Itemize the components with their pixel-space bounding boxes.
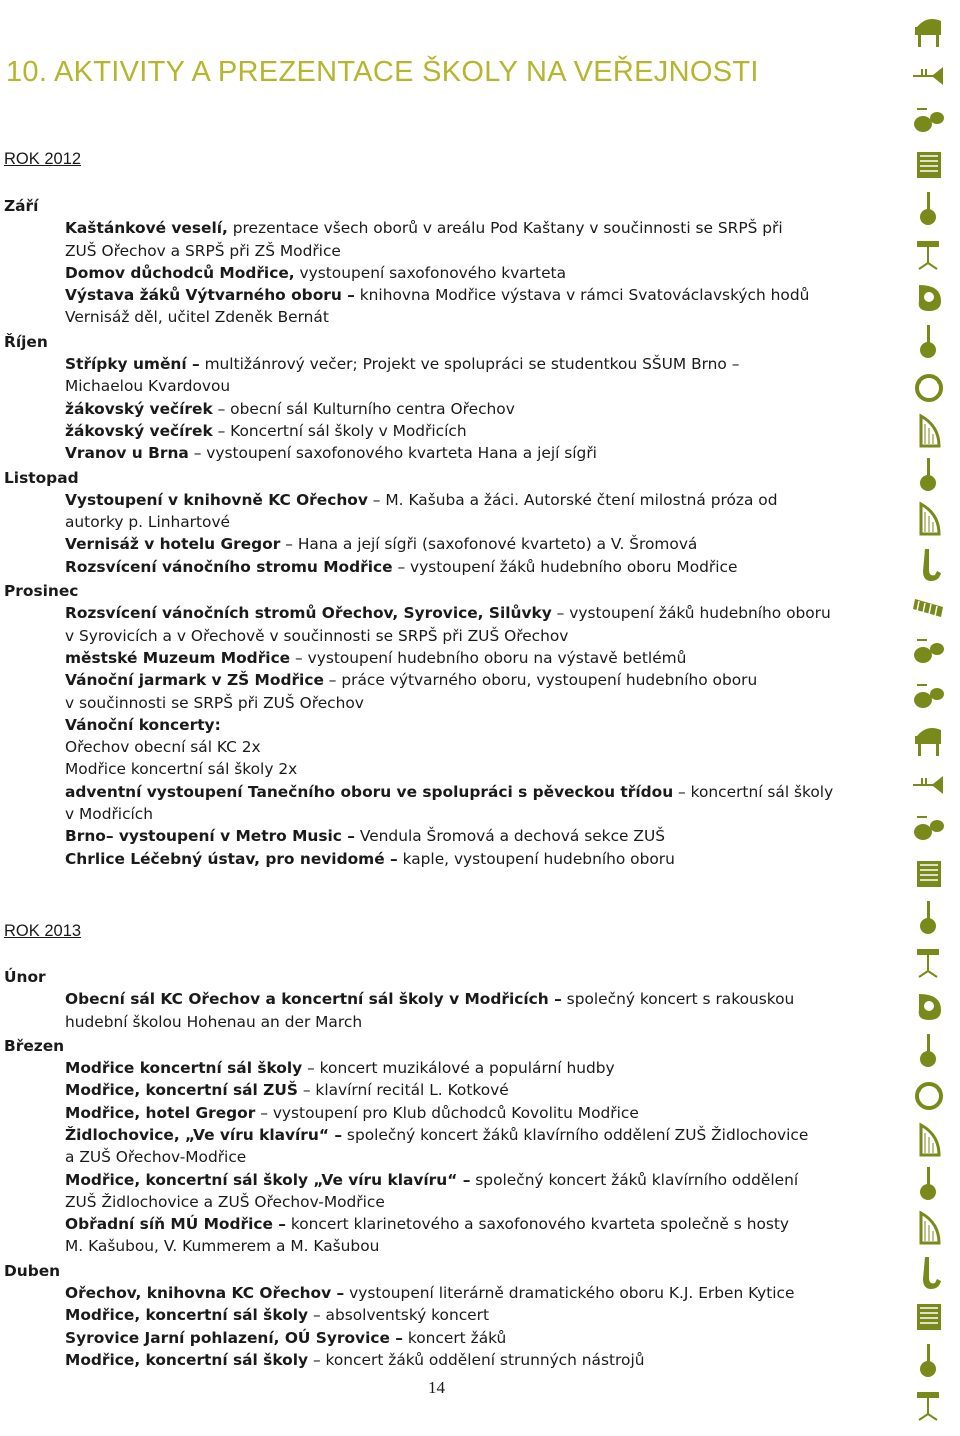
- year-2012-section: [4, 195, 884, 870]
- xylophone-icon: [910, 586, 948, 630]
- event-line: [4, 353, 884, 375]
- event-detail: – vystoupení pro Klub důchodců Kovolitu Modřice: [255, 1103, 639, 1122]
- tambourine-icon: [910, 364, 948, 408]
- event-line: [4, 262, 884, 284]
- event-detail: prezentace všech oborů v areálu Pod Kaštany v součinnosti se SRPŠ při: [227, 219, 783, 238]
- event-line: [4, 1191, 884, 1213]
- event-line: [4, 692, 884, 714]
- guitar-icon: [910, 896, 948, 940]
- accordion-icon: [910, 143, 948, 187]
- event-line: [4, 442, 884, 464]
- event-title: Modřice, koncertní sál ZUŠ: [65, 1081, 298, 1100]
- event-detail: – koncert žáků oddělení strunných nástrojů: [308, 1350, 645, 1369]
- event-detail: – klavírní recitál L. Kotkové: [297, 1081, 509, 1100]
- tuba-icon: [910, 985, 948, 1029]
- event-title: Židlochovice, „Ve víru klavíru“ –: [65, 1125, 343, 1144]
- guitar-icon: [910, 1029, 948, 1073]
- event-title: Výstava žáků Výtvarného oboru –: [65, 286, 355, 305]
- event-detail: vystoupení literárně dramatického oboru K.J. Erben Kytice: [344, 1284, 795, 1303]
- event-detail: – obecní sál Kulturního centra Ořechov: [212, 399, 515, 418]
- event-title: žákovský večírek: [65, 421, 213, 440]
- drums-icon: [910, 674, 948, 718]
- event-line: [4, 1124, 884, 1146]
- event-line: [4, 1079, 884, 1101]
- event-line: [4, 1057, 884, 1079]
- music-stand-icon: [910, 940, 948, 984]
- tuba-icon: [910, 276, 948, 320]
- trumpet-icon: [910, 54, 948, 98]
- event-detail: Ořechov obecní sál KC 2x: [65, 738, 261, 757]
- event-line: [4, 1146, 884, 1168]
- accordion-icon: [910, 1295, 948, 1339]
- event-title: adventní vystoupení Tanečního oboru ve spolupráci s pěveckou třídou: [65, 782, 674, 801]
- event-line: [4, 714, 884, 736]
- harp-icon: [910, 409, 948, 453]
- event-line: [4, 533, 884, 555]
- event-line: [4, 602, 884, 624]
- event-line: [4, 669, 884, 691]
- harp-icon: [910, 1206, 948, 1250]
- event-detail: – Hana a její sígři (saxofonové kvarteto) a V. Šromová: [280, 535, 698, 554]
- event-detail: společný koncert žáků klavírního oddělení ZUŠ Židlochovice: [342, 1125, 809, 1144]
- event-detail: – M. Kašuba a žáci. Autorské čtení milostná próza od: [367, 490, 778, 509]
- event-line: [4, 825, 884, 847]
- accordion-icon: [910, 852, 948, 896]
- event-detail: – vystoupení žáků hudebního oboru Modřice: [392, 557, 738, 576]
- month-heading: Říjen: [4, 332, 48, 351]
- event-line: [4, 848, 884, 870]
- event-title: žákovský večírek: [65, 399, 213, 418]
- instrument-icon-strip: [906, 10, 952, 1430]
- year-heading-2013: ROK 2013: [4, 921, 82, 940]
- event-detail: kaple, vystoupení hudebního oboru: [397, 849, 675, 868]
- drums-icon: [910, 630, 948, 674]
- year-2013-section: [4, 966, 884, 1371]
- event-detail: koncert klarinetového a saxofonového kvarteta společně s hosty: [286, 1215, 790, 1234]
- event-detail: knihovna Modřice výstava v rámci Svatováclavských hodů: [354, 286, 810, 305]
- event-title: Vánoční koncerty:: [65, 715, 221, 734]
- event-line: [4, 1011, 884, 1033]
- event-line: [4, 284, 884, 306]
- guitar-icon: [910, 1162, 948, 1206]
- event-line: [4, 736, 884, 758]
- guitar-icon: [910, 320, 948, 364]
- saxophone-icon: [910, 1250, 948, 1294]
- guitar-icon: [910, 187, 948, 231]
- event-line: [4, 1235, 884, 1257]
- month-heading: Září: [4, 197, 39, 215]
- guitar-icon: [910, 453, 948, 497]
- piano-icon: [910, 719, 948, 763]
- event-title: Chrlice Léčebný ústav, pro nevidomé –: [65, 849, 398, 868]
- event-line: [4, 420, 884, 442]
- event-line: [4, 556, 884, 578]
- event-title: Rozsvícení vánočních stromů Ořechov, Syrovice, Silůvky: [65, 604, 552, 623]
- event-title: Vystoupení v knihovně KC Ořechov: [65, 490, 368, 509]
- event-detail: – absolventský koncert: [308, 1306, 490, 1325]
- event-detail: v součinnosti se SRPŠ při ZUŠ Ořechov: [65, 693, 364, 712]
- event-title: Brno– vystoupení v Metro Music –: [65, 827, 355, 846]
- event-line: [4, 1102, 884, 1124]
- event-detail: – vystoupení hudebního oboru na výstavě betlémů: [290, 648, 687, 667]
- event-title: Modřice, koncertní sál školy: [65, 1306, 309, 1325]
- event-line: [4, 489, 884, 511]
- event-detail: autorky p. Linhartové: [65, 513, 231, 532]
- music-stand-icon: [910, 231, 948, 275]
- event-line: [4, 781, 884, 803]
- event-detail: – vystoupení žáků hudebního oboru: [551, 604, 831, 623]
- tambourine-icon: [910, 1073, 948, 1117]
- piano-icon: [910, 10, 948, 54]
- event-line: [4, 1213, 884, 1235]
- event-line: [4, 217, 884, 239]
- month-heading: Únor: [4, 967, 46, 986]
- event-detail: a ZUŠ Ořechov-Modřice: [65, 1148, 247, 1167]
- event-title: Modřice, hotel Gregor: [65, 1103, 256, 1122]
- event-line: [4, 988, 884, 1010]
- event-title: Ořechov, knihovna KC Ořechov –: [65, 1284, 345, 1303]
- event-detail: v Syrovicích a v Ořechově v součinnosti se SRPŠ při ZUŠ Ořechov: [65, 626, 569, 645]
- event-title: Střípky umění –: [65, 355, 200, 374]
- page-number: 14: [428, 1378, 445, 1397]
- event-detail: multižánrový večer; Projekt ve spolupráci se studentkou SŠUM Brno –: [199, 355, 740, 374]
- event-detail: koncert žáků: [403, 1328, 507, 1347]
- event-title: Modřice koncertní sál školy: [65, 1059, 303, 1078]
- event-line: [4, 758, 884, 780]
- event-line: [4, 398, 884, 420]
- event-detail: společný koncert s rakouskou: [561, 990, 795, 1009]
- event-line: [4, 1169, 884, 1191]
- event-detail: Michaelou Kvardovou: [65, 377, 231, 396]
- event-detail: hudební školou Hohenau an der March: [65, 1012, 363, 1031]
- month-heading: Březen: [4, 1036, 65, 1055]
- event-title: Obřadní síň MÚ Modřice –: [65, 1215, 286, 1234]
- event-detail: – koncert muzikálové a populární hudby: [302, 1059, 615, 1078]
- event-detail: – práce výtvarného oboru, vystoupení hudebního oboru: [323, 671, 758, 690]
- event-detail: vystoupení saxofonového kvarteta: [294, 263, 567, 282]
- event-line: [4, 306, 884, 328]
- document-body: [4, 148, 884, 1371]
- event-line: [4, 1327, 884, 1349]
- page-title: 10. AKTIVITY A PREZENTACE ŠKOLY NA VEŘEJNOSTI: [6, 56, 759, 88]
- month-heading: Listopad: [4, 468, 79, 487]
- event-detail: v Modřicích: [65, 805, 154, 824]
- harp-icon: [910, 497, 948, 541]
- event-detail: – koncertní sál školy: [673, 782, 834, 801]
- event-title: Domov důchodců Modřice,: [65, 263, 295, 282]
- event-title: Modřice, koncertní sál školy: [65, 1350, 309, 1369]
- month-heading: Prosinec: [4, 582, 79, 601]
- music-stand-icon: [910, 1383, 948, 1427]
- event-detail: Vendula Šromová a dechová sekce ZUŠ: [354, 827, 665, 846]
- event-line: [4, 240, 884, 262]
- event-line: [4, 1282, 884, 1304]
- event-detail: ZUŠ Židlochovice a ZUŠ Ořechov-Modřice: [65, 1192, 385, 1211]
- event-line: [4, 647, 884, 669]
- event-line: [4, 375, 884, 397]
- event-title: Modřice, koncertní sál školy „Ve víru klavíru“ –: [65, 1170, 471, 1189]
- event-detail: M. Kašubou, V. Kummerem a M. Kašubou: [65, 1237, 380, 1256]
- guitar-icon: [910, 1339, 948, 1383]
- event-line: [4, 1304, 884, 1326]
- event-title: Vranov u Brna: [65, 444, 189, 463]
- event-line: [4, 625, 884, 647]
- event-title: Rozsvícení vánočního stromu Modřice: [65, 557, 393, 576]
- event-detail: Modřice koncertní sál školy 2x: [65, 760, 298, 779]
- event-detail: Vernisáž děl, učitel Zdeněk Bernát: [65, 308, 329, 327]
- event-title: Vernisáž v hotelu Gregor: [65, 535, 281, 554]
- event-line: [4, 1349, 884, 1371]
- month-heading: Duben: [4, 1261, 61, 1280]
- event-detail: ZUŠ Ořechov a SRPŠ při ZŠ Modřice: [65, 241, 341, 260]
- trumpet-icon: [910, 763, 948, 807]
- saxophone-icon: [910, 542, 948, 586]
- event-line: [4, 511, 884, 533]
- event-line: [4, 803, 884, 825]
- harp-icon: [910, 1117, 948, 1161]
- event-title: Syrovice Jarní pohlazení, OÚ Syrovice –: [65, 1328, 403, 1347]
- event-detail: – Koncertní sál školy v Modřicích: [212, 421, 467, 440]
- drums-icon: [910, 807, 948, 851]
- drums-icon: [910, 99, 948, 143]
- year-heading-2012: ROK 2012: [4, 150, 82, 168]
- event-detail: společný koncert žáků klavírního oddělení: [470, 1170, 799, 1189]
- event-title: Vánoční jarmark v ZŠ Modřice: [65, 671, 324, 690]
- event-title: městské Muzeum Modřice: [65, 648, 291, 667]
- event-title: Kaštánkové veselí,: [65, 219, 228, 238]
- event-title: Obecní sál KC Ořechov a koncertní sál školy v Modřicích –: [65, 990, 562, 1009]
- event-detail: – vystoupení saxofonového kvarteta Hana a její sígři: [188, 444, 597, 463]
